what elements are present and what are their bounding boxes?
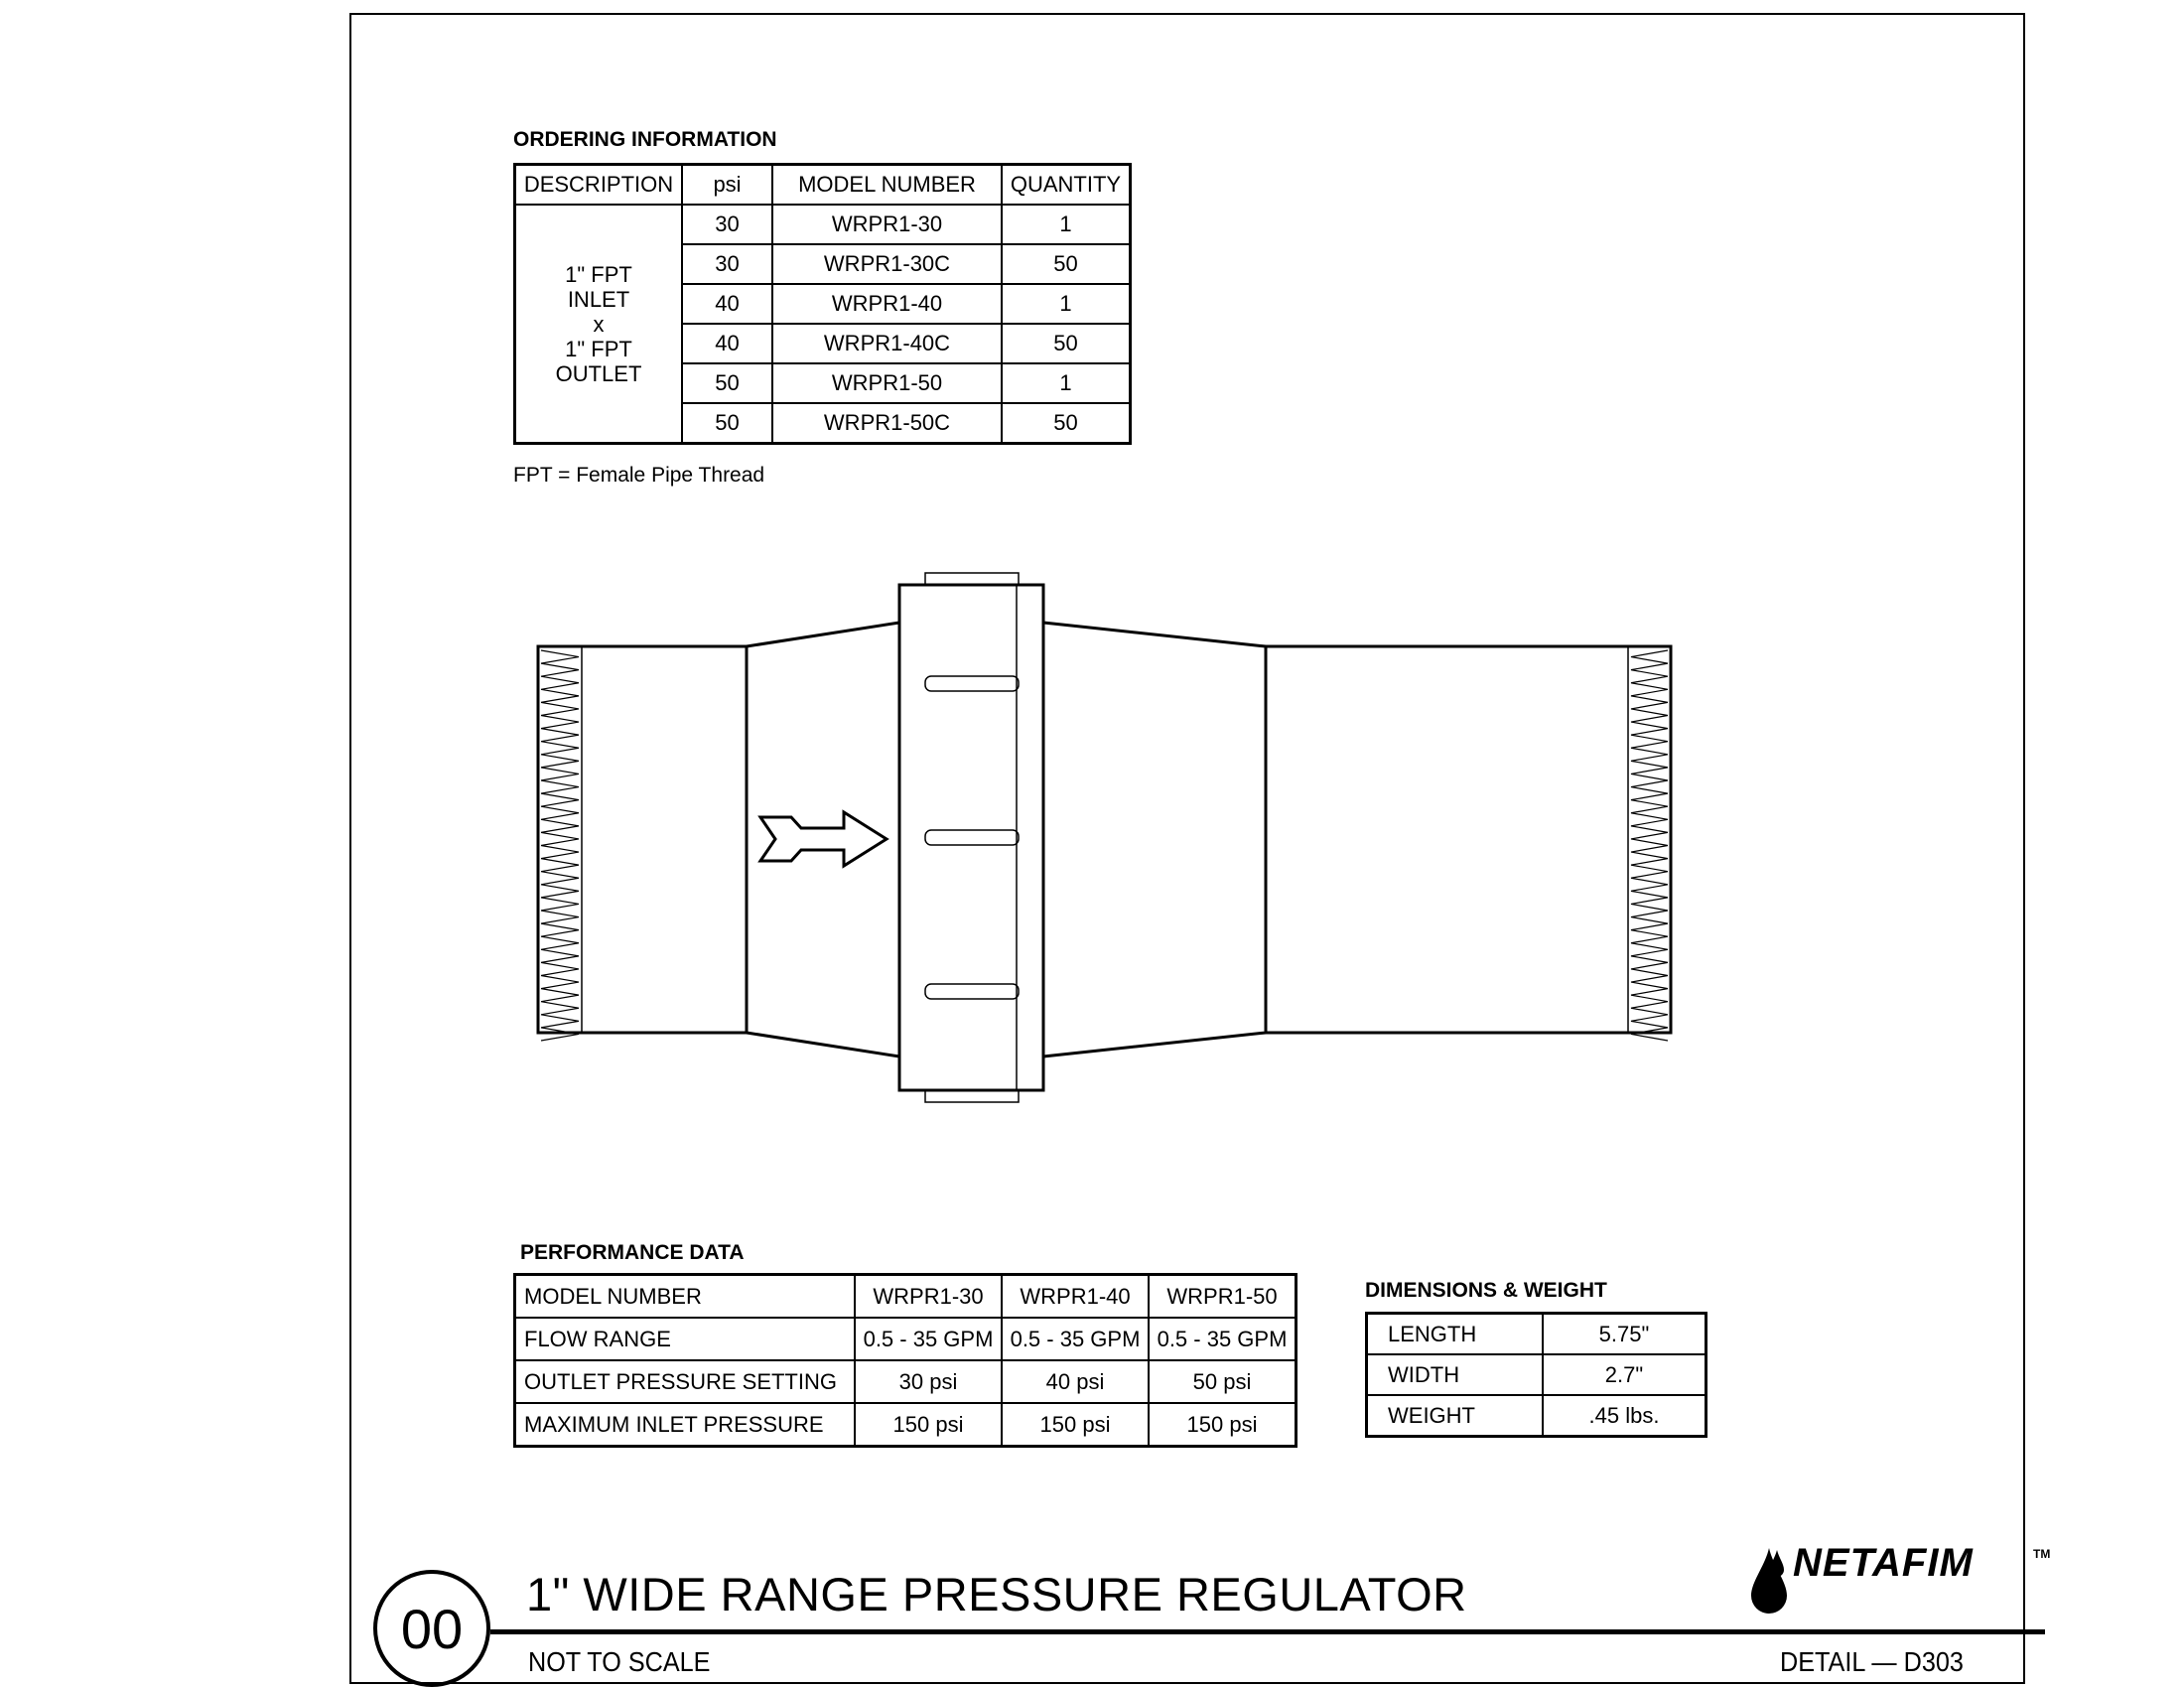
psi-cell: 50 xyxy=(682,363,772,403)
qty-cell: 1 xyxy=(1002,205,1131,244)
table-row xyxy=(1367,1395,1706,1437)
qty-cell: 1 xyxy=(1002,363,1131,403)
psi-cell: 50 xyxy=(682,403,772,444)
model-cell: WRPR1-50C xyxy=(772,403,1002,444)
flow-arrow-icon xyxy=(760,812,887,866)
qty-cell: 50 xyxy=(1002,244,1131,284)
left-taper xyxy=(747,623,899,1056)
table-cell: 50 psi xyxy=(1149,1360,1297,1403)
regulator-body xyxy=(899,585,1043,1090)
model-cell: WRPR1-30 xyxy=(772,205,1002,244)
qty-cell: 50 xyxy=(1002,324,1131,363)
table-cell: 2.7" xyxy=(1543,1354,1706,1395)
left-pipe-end xyxy=(538,646,747,1033)
row-label: MAXIMUM INLET PRESSURE xyxy=(515,1403,856,1447)
table-cell: 0.5 - 35 GPM xyxy=(1149,1318,1297,1360)
body-slot xyxy=(925,984,1019,999)
description-line: INLET xyxy=(567,286,630,312)
description-line: x xyxy=(593,311,605,337)
left-threads xyxy=(541,650,579,1041)
brand-logo: NETAFIM xyxy=(1793,1541,1974,1585)
row-label: WIDTH xyxy=(1367,1354,1544,1395)
right-threads xyxy=(1631,650,1668,1041)
top-cap xyxy=(925,573,1019,585)
table-cell: 40 psi xyxy=(1002,1360,1149,1403)
description-line: 1" FPT xyxy=(565,336,632,361)
description-line: OUTLET xyxy=(555,360,642,386)
description-line: 1" FPT xyxy=(565,261,632,287)
table-cell: 150 psi xyxy=(1149,1403,1297,1447)
water-drop-icon xyxy=(1747,1544,1791,1618)
dimensions-heading: DIMENSIONS & WEIGHT xyxy=(1365,1279,1607,1302)
psi-cell: 40 xyxy=(682,284,772,324)
table-cell: .45 lbs. xyxy=(1543,1395,1706,1437)
row-label: FLOW RANGE xyxy=(515,1318,856,1360)
detail-number-circle xyxy=(373,1570,490,1687)
table-cell: WRPR1-30 xyxy=(855,1275,1002,1319)
dimensions-table xyxy=(1365,1312,1707,1438)
col-header-model: MODEL NUMBER xyxy=(772,165,1002,206)
model-cell: WRPR1-50 xyxy=(772,363,1002,403)
table-row xyxy=(1367,1354,1706,1395)
row-label: WEIGHT xyxy=(1367,1395,1544,1437)
trademark-mark: TM xyxy=(2033,1547,2051,1561)
psi-cell: 30 xyxy=(682,205,772,244)
body-slot xyxy=(925,676,1019,691)
table-row xyxy=(1367,1314,1706,1355)
title-rule xyxy=(490,1629,2045,1634)
table-cell: WRPR1-40 xyxy=(1002,1275,1149,1319)
table-cell: 30 psi xyxy=(855,1360,1002,1403)
model-cell: WRPR1-40C xyxy=(772,324,1002,363)
table-cell: WRPR1-50 xyxy=(1149,1275,1297,1319)
detail-number: 00 xyxy=(400,1597,464,1660)
table-cell: 150 psi xyxy=(855,1403,1002,1447)
ordering-heading: ORDERING INFORMATION xyxy=(513,128,777,151)
row-label: MODEL NUMBER xyxy=(515,1275,856,1319)
row-label: OUTLET PRESSURE SETTING xyxy=(515,1360,856,1403)
qty-cell: 1 xyxy=(1002,284,1131,324)
page-title: 1" WIDE RANGE PRESSURE REGULATOR xyxy=(526,1568,1467,1620)
col-header-psi: psi xyxy=(682,165,772,206)
table-row xyxy=(515,1275,1297,1319)
performance-table xyxy=(513,1273,1297,1448)
table-row xyxy=(515,1360,1297,1403)
scale-note: NOT TO SCALE xyxy=(528,1646,711,1677)
table-cell: 0.5 - 35 GPM xyxy=(1002,1318,1149,1360)
qty-cell: 50 xyxy=(1002,403,1131,444)
col-header-quantity: QUANTITY xyxy=(1002,165,1131,206)
model-cell: WRPR1-30C xyxy=(772,244,1002,284)
row-label: LENGTH xyxy=(1367,1314,1544,1355)
col-header-description: DESCRIPTION xyxy=(515,165,683,206)
bottom-cap xyxy=(925,1090,1019,1102)
table-row xyxy=(515,1318,1297,1360)
model-cell: WRPR1-40 xyxy=(772,284,1002,324)
psi-cell: 30 xyxy=(682,244,772,284)
table-cell: 0.5 - 35 GPM xyxy=(855,1318,1002,1360)
table-cell: 150 psi xyxy=(1002,1403,1149,1447)
right-pipe-end xyxy=(1266,646,1671,1033)
detail-reference: DETAIL — D303 xyxy=(1780,1646,1964,1677)
table-row xyxy=(515,1403,1297,1447)
psi-cell: 40 xyxy=(682,324,772,363)
right-taper xyxy=(1043,623,1266,1056)
table-cell: 5.75" xyxy=(1543,1314,1706,1355)
performance-heading: PERFORMANCE DATA xyxy=(520,1241,745,1264)
fpt-note: FPT = Female Pipe Thread xyxy=(513,464,765,487)
body-slot xyxy=(925,830,1019,845)
